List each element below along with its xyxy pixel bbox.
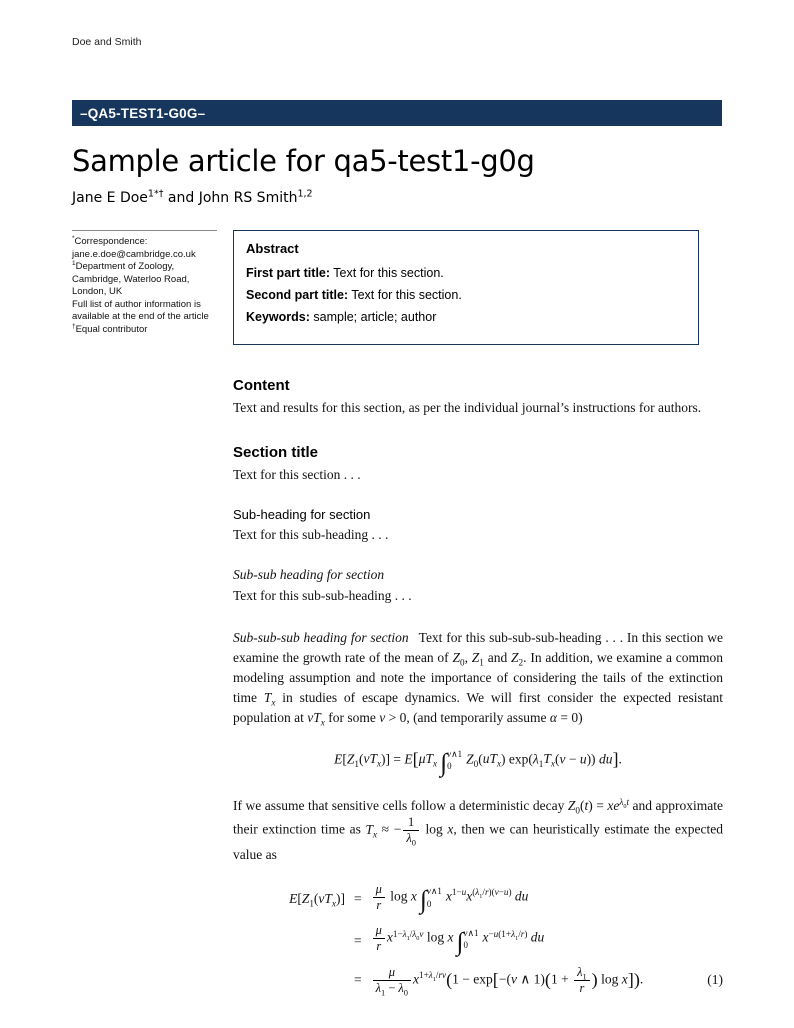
abstract-row: [246, 310, 686, 324]
authors-line: Jane E Doe$^{1*\dagger}$ and John RS Smith$^{1,2}$: [72, 188, 313, 206]
sidebar-divider: [72, 230, 217, 231]
subsubsub-text: Text for this sub-sub-sub-heading . . . In this section we examine the growth rate of the mean of $Z_0$, $Z_1$ and $Z_2$. In addition, we examine a common modeling assumption and note the importance of considering the tails of the extinction time $T_x$ in studies of escape dynamics. We will first consider the expected resistant population at $vT_x$ for some v > 0, (and temporarily assume α = 0): [233, 630, 723, 728]
equation-line: [263, 924, 723, 956]
equation-relation: =: [354, 891, 362, 907]
correspondence-label: *Correspondence:: [72, 234, 148, 247]
header-columns: [72, 230, 722, 345]
affiliation-line: London, UK: [72, 286, 123, 297]
equation-rhs: $\frac{\mu}{\lambda_1 - \lambda_0}$ $x^{1+\lambda_1/rv}(1 - \exp[-(v$ ∧ 1)(1 + $\frac{\lambda_1}{r}$ ) log x]).: [371, 966, 644, 995]
abstract-row: [246, 266, 686, 280]
equal-contributor-note: †Equal contributor: [72, 322, 148, 335]
equation-rhs: $\frac{\mu}{r}$ $x^{1-\lambda_1/\lambda_0v}$ log x ∫ v∧1 0 $x^{-u(1+\lambda_1/r)}$ du: [371, 924, 545, 956]
subsection-paragraph: Text for this sub-heading . . .: [233, 527, 389, 542]
subsubsub-heading: Sub-sub-sub heading for section: [233, 630, 409, 645]
correspondence-email: jane.e.doe@cambridge.co.uk: [72, 248, 196, 260]
display-equation-a: $E[Z_1(vT_x)] = E[\mu T_x$ ∫ v∧1 0 $Z_0(uT_x) \exp(\lambda_1T_x(v - u))$ du].: [334, 748, 622, 777]
subsubsection-paragraph: Text for this sub-sub-heading . . .: [233, 588, 412, 603]
affiliation-line: $^1$Department of Zoology,: [72, 259, 175, 272]
correspondence-block: [72, 230, 217, 336]
author-info-note: available at the end of the article: [72, 311, 209, 322]
running-head: Doe and Smith: [72, 36, 142, 48]
abstract-row-label: First part title:: [246, 266, 331, 280]
estimate-paragraph: If we assume that sensitive cells follow a deterministic decay $Z_0(t) = xe^{\lambda_0t}$ and approximate their extinction time as $T_x$ ≈ − $\frac{1}{\lambda_0}$ log x, then we can heuristically estimate the expected value as: [233, 796, 724, 863]
abstract-row-label: Keywords:: [246, 310, 310, 324]
equation-lhs: $E[Z_1(vT_x)]$: [289, 891, 345, 909]
section-heading-title: Section title: [233, 444, 319, 461]
section-heading-content: Content: [233, 377, 290, 394]
abstract-row-text: Text for this section.: [333, 266, 444, 280]
article-title: Sample article for qa5-test1-g0g: [72, 144, 535, 178]
subsubsection-heading: Sub-sub heading for section: [233, 567, 385, 582]
abstract-row-text: sample; article; author: [313, 310, 437, 324]
subsubsub-paragraph: [233, 628, 723, 728]
equation-relation: =: [354, 932, 362, 948]
equation-rhs: $\frac{\mu}{r}$ log x ∫ v∧1 0 $x^{1-u}x^{(\lambda_1/r)(v-u)}$ du: [371, 883, 529, 915]
journal-banner: [72, 100, 722, 126]
section-paragraph: Text for this section . . .: [233, 467, 361, 482]
abstract-row: [246, 288, 686, 302]
banner-text: –QA5-TEST1-G0G–: [80, 105, 206, 121]
subsection-heading: Sub-heading for section: [233, 507, 371, 522]
author-info-note: Full list of author information is: [72, 298, 201, 310]
display-equation-b: [263, 882, 723, 998]
abstract-row-label: Second part title:: [246, 288, 349, 302]
abstract-heading: Abstract: [246, 241, 299, 256]
affiliation-line: Cambridge, Waterloo Road,: [72, 273, 190, 285]
article-body: [233, 377, 724, 998]
abstract-box: [233, 230, 699, 345]
equation-line: [263, 883, 723, 915]
content-paragraph: Text and results for this section, as per the individual journal’s instructions for authors.: [233, 400, 702, 415]
equation-relation: =: [354, 972, 362, 988]
equation-number: (1): [707, 972, 723, 988]
equation-line: [263, 964, 723, 998]
abstract-row-text: Text for this section.: [351, 288, 462, 302]
